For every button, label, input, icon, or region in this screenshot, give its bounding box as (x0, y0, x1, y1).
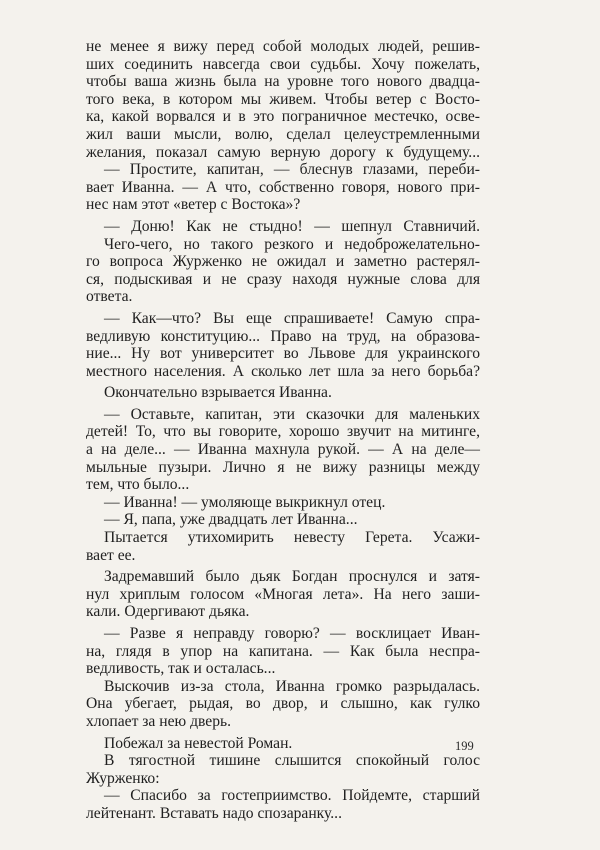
text-line: ответа. (86, 288, 133, 306)
text-line: — Оставьте, капитан, эти сказочки для маленьких (104, 405, 480, 423)
text-line: нес нам этот «ветер с Востока»? (86, 196, 301, 214)
text-line: ших соединить навсегда свои судьбы. Хочу пожелать, (86, 55, 480, 73)
text-line: лейтенант. Вставать надо спозаранку... (86, 804, 342, 822)
text-line: ка, какой ворвался и в это пограничное местечко, осве- (86, 108, 480, 126)
text-line: Окончательно взрывается Иванна. (104, 384, 332, 402)
text-line: В тягостной тишине слышится спокойный голос (104, 752, 480, 770)
body-text (86, 38, 480, 823)
text-line: хлопает за нею дверь. (86, 712, 232, 730)
text-line: мыльные пузыри. Лично я не вижу разницы между (86, 458, 480, 476)
text-line: не менее я вижу перед собой молодых людей, решив- (86, 38, 480, 55)
text-line: — Разве я неправду говорю? — восклицает Иван- (104, 625, 480, 642)
text-line: детей! То, что вы говорите, хорошо звучит на митинге, (86, 423, 480, 441)
text-line: кали. Одергивают дьяка. (86, 603, 250, 621)
text-line: тем, что было... (86, 476, 190, 494)
text-line: — Доню! Как не стыдно! — шепнул Ставничий. (104, 217, 480, 235)
text-line: Выскочив из-за стола, Иванна громко разрыдалась. (104, 677, 480, 695)
text-line: — Иванна! — умоляюще выкрикнул отец. (104, 493, 386, 511)
text-line: — Как—что? Вы еще спрашиваете! Самую спра- (104, 309, 480, 327)
text-line: ведливость, так и осталась... (86, 660, 276, 678)
text-line: того века, в котором мы живем. Чтобы ветер с Восто- (86, 90, 480, 108)
text-line: на, глядя в упор на капитана. — Как была неспра- (86, 642, 480, 660)
text-line: Пытается утихомирить невесту Герета. Усажи- (104, 529, 480, 547)
text-line: нул хриплым голосом «Многая лета». На него заши- (86, 585, 480, 603)
text-line: ние... Ну вот университет во Львове для украинского (86, 345, 480, 363)
text-line: го вопроса Журженко не ожидал и заметно растерял- (86, 253, 480, 271)
text-line: Задремавший было дьяк Богдан проснулся и затя- (104, 568, 480, 586)
text-line: Побежал за невестой Роман. (104, 734, 293, 752)
text-line: вает Иванна. — А что, собственно говоря, нового при- (86, 178, 480, 196)
text-line: Журженко: (86, 769, 160, 787)
text-line: жил ваши мысли, волю, сделал целеустремленными (86, 125, 480, 143)
text-line: чтобы ваша жизнь была на уровне того нового двадца- (86, 73, 480, 91)
text-line: ся, подыскивая и не сразу находя нужные слова для (86, 270, 480, 288)
text-line: ведливую конституцию... Право на труд, на образова- (86, 327, 480, 345)
text-line: Она убегает, рыдая, во двор, и слышно, как гулко (86, 695, 480, 713)
text-line: — Спасибо за гостеприимство. Пойдемте, старший (104, 787, 480, 805)
text-line: местного населения. А сколько лет шла за него борьба? (86, 362, 480, 380)
text-line: — Я, папа, уже двадцать лет Иванна... (104, 511, 358, 529)
text-line: вает ее. (86, 546, 136, 564)
text-line: — Простите, капитан, — блеснув глазами, переби- (104, 161, 480, 179)
page-number: 199 (455, 739, 474, 753)
text-line: желания, показал самую верную дорогу к будущему... (86, 143, 480, 161)
text-line: Чего-чего, но такого резкого и недоброжелательно- (104, 235, 480, 253)
text-line: а на деле... — Иванна махнула рукой. — А на деле— (86, 441, 480, 459)
